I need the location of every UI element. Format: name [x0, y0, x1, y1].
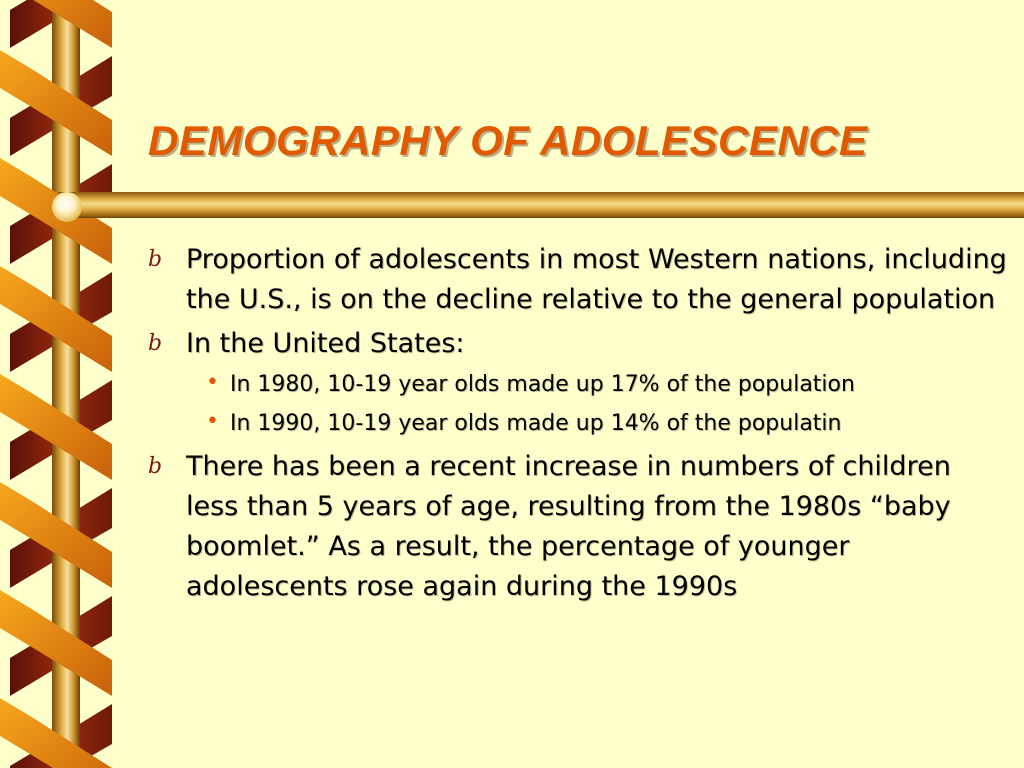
- bullet-marker-icon: b: [148, 247, 163, 272]
- bullet-item: [148, 447, 1008, 607]
- bullet-list: [148, 240, 1008, 607]
- bullet-text: There has been a recent increase in numbers of children less than 5 years of age, resulting from the 1980s “baby boomlet.” As a result, the percentage of younger adolescents rose again during the 1990s: [186, 451, 951, 602]
- bullet-item: [148, 324, 1008, 364]
- bullet-text: In the United States:: [186, 328, 465, 359]
- title-divider-bar: [58, 192, 1024, 218]
- sub-bullet-text: In 1980, 10-19 year olds made up 17% of the population: [230, 372, 855, 397]
- bullet-marker-icon: b: [148, 454, 163, 479]
- sub-bullet-text: In 1990, 10-19 year olds made up 14% of the populatin: [230, 411, 842, 436]
- dot-bullet-icon: •: [206, 370, 219, 395]
- twisted-ribbon-decoration: [0, 0, 118, 768]
- bullet-text: Proportion of adolescents in most Western nations, including the U.S., is on the decline relative to the general population: [186, 244, 1007, 315]
- slide-title: DEMOGRAPHY OF ADOLESCENCE: [148, 117, 868, 164]
- sub-bullet-list: [200, 366, 1008, 443]
- sub-bullet-item: [200, 405, 1008, 443]
- divider-knob: [52, 192, 82, 222]
- bullet-item: [148, 240, 1008, 320]
- sub-bullet-item: [200, 366, 1008, 404]
- bullet-marker-icon: b: [148, 331, 163, 356]
- dot-bullet-icon: •: [206, 409, 219, 434]
